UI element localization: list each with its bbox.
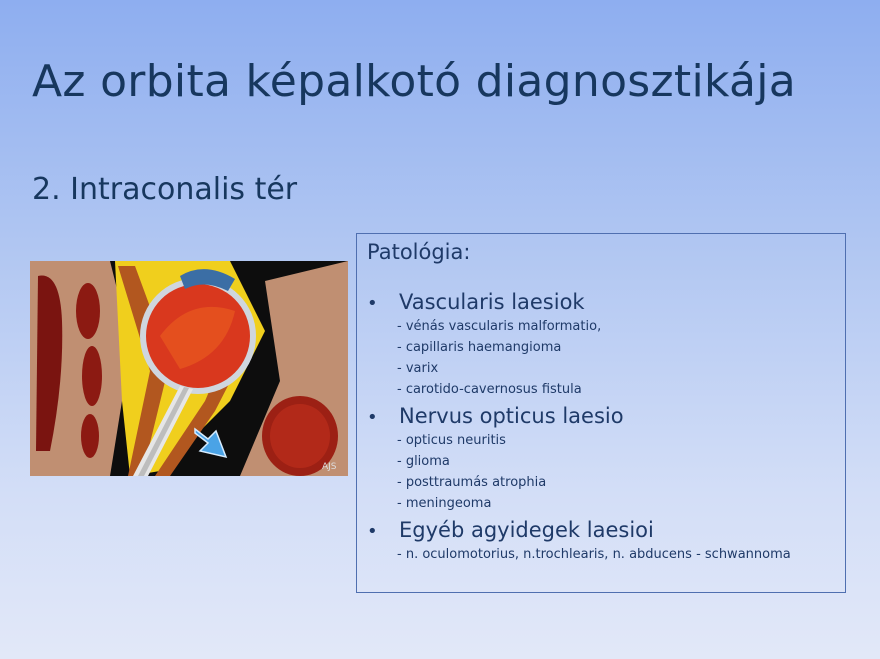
list-item: - meningeoma [397, 496, 492, 511]
section-optic-nerve [365, 404, 837, 514]
list-item: - carotido-cavernosus fistula [397, 382, 582, 397]
pathology-panel [356, 233, 846, 593]
section-label: Vascularis laesiok [399, 290, 585, 314]
bullet-icon: • [367, 293, 378, 314]
section-label: Nervus opticus laesio [399, 404, 624, 428]
list-item: - vénás vascularis malformatio, [397, 319, 602, 334]
orbit-illustration [30, 261, 348, 476]
bullet-icon: • [367, 407, 378, 428]
section-vascular [365, 290, 837, 400]
sub-list [365, 544, 837, 565]
bullet-icon: • [367, 521, 378, 542]
sub-list [365, 430, 837, 514]
list-item: - posttraumás atrophia [397, 475, 547, 490]
panel-heading: Patológia: [367, 240, 471, 264]
section-label: Egyéb agyidegek laesioi [399, 518, 654, 542]
slide-title: Az orbita képalkotó diagnosztikája [32, 56, 797, 107]
signature-mark: AJS [322, 462, 337, 472]
slide-subtitle: 2. Intraconalis tér [32, 172, 298, 207]
section-other-nerves [365, 518, 837, 565]
list-item: - glioma [397, 454, 450, 469]
list-item: - opticus neuritis [397, 433, 506, 448]
sub-list [365, 316, 837, 400]
list-item: - capillaris haemangioma [397, 340, 562, 355]
orbit-anatomy-illustration-icon [30, 261, 348, 476]
list-item: - n. oculomotorius, n.trochlearis, n. abducens - schwannoma [397, 547, 791, 562]
list-item: - varix [397, 361, 439, 376]
pathology-sections [365, 290, 837, 569]
